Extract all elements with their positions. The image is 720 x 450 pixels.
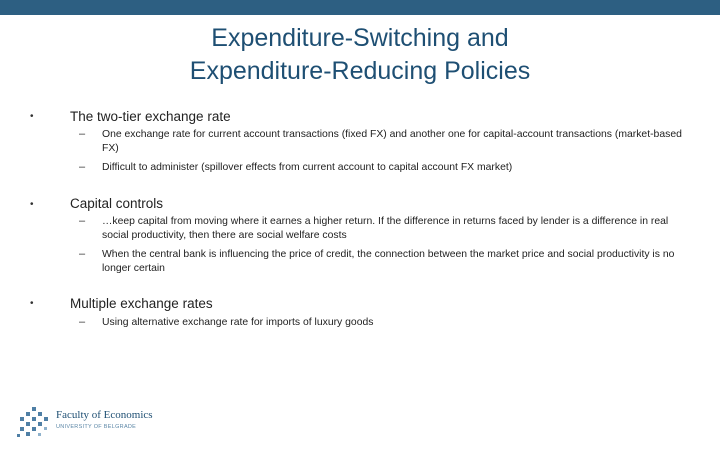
sub-marker: –: [79, 316, 86, 328]
bullet-two-tier-exchange-rate: The two-tier exchange rate: [70, 109, 231, 124]
sub-marker: –: [79, 128, 86, 140]
title-line-1: Expenditure-Switching and: [211, 24, 509, 52]
faculty-logo: [16, 406, 156, 440]
sub-bullet-text: …keep capital from moving where it earnes a higher return. If the difference in returns faced by lender is a difference in real social productivity, then there are social welfare costs: [102, 216, 669, 241]
logo-subtitle: UNIVERSITY OF BELGRADE: [56, 424, 137, 430]
bullet-capital-controls: Capital controls: [70, 196, 164, 211]
sub-bullet-text: When the central bank is influencing the price of credit, the connection between the market price and social productivity is no longer certain: [102, 249, 675, 274]
dots-cluster-icon: [16, 406, 52, 440]
sub-marker: –: [79, 248, 86, 260]
bullet-marker: •: [30, 199, 34, 210]
bullet-marker: •: [30, 298, 34, 309]
title-line-2: Expenditure-Reducing Policies: [189, 57, 531, 85]
sub-bullet-text: Using alternative exchange rate for imports of luxury goods: [102, 317, 374, 328]
sub-bullet-text: One exchange rate for current account transactions (fixed FX) and another one for capital-account transactions (market-based FX): [102, 129, 682, 154]
logo-name: Faculty of Economics: [56, 409, 153, 421]
sub-marker: –: [79, 215, 86, 227]
bullet-multiple-exchange-rates: Multiple exchange rates: [70, 296, 213, 311]
sub-bullet-text: Difficult to administer (spillover effects from current account to capital account FX market): [102, 162, 513, 173]
sub-marker: –: [79, 161, 86, 173]
bullet-marker: •: [30, 111, 34, 122]
